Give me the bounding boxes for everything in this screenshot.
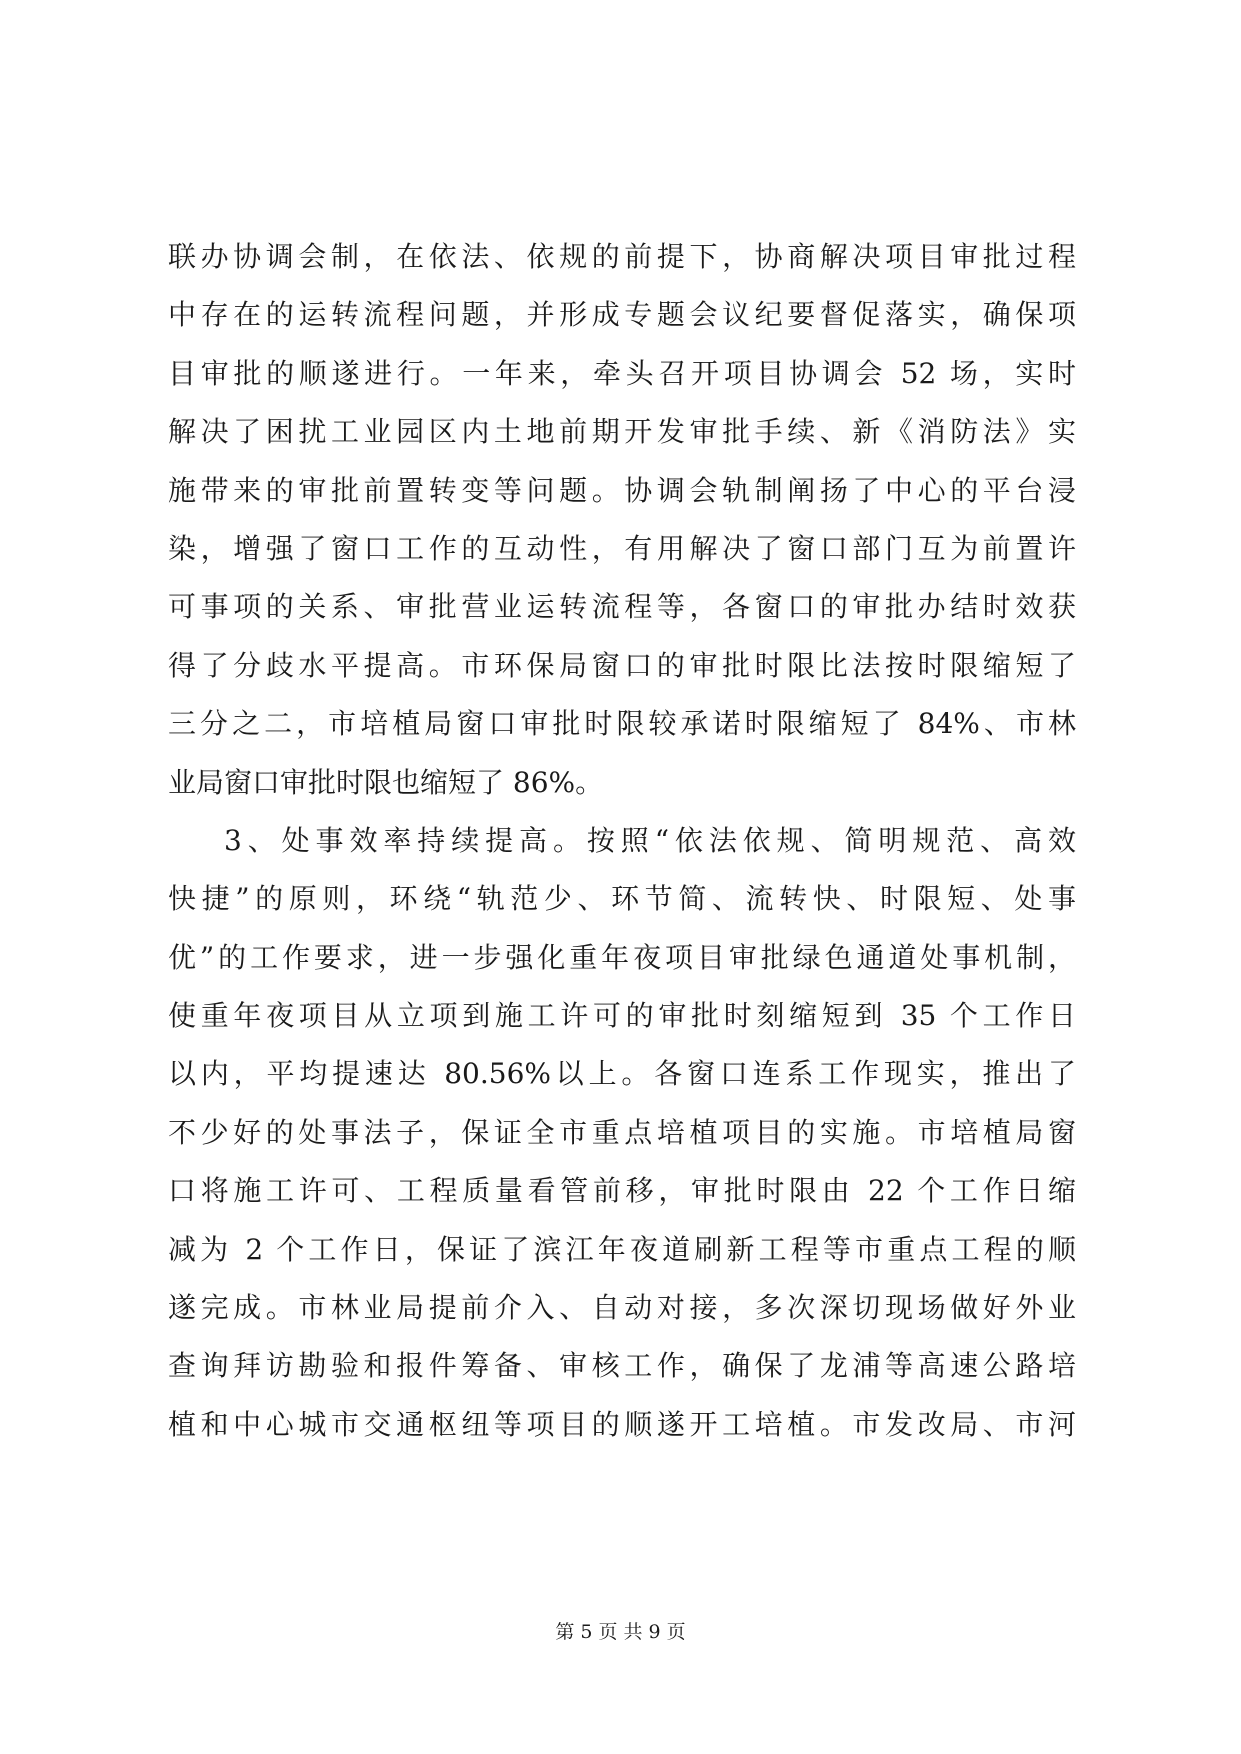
text-line: 业局窗口审批时限也缩短了 86%。	[168, 765, 604, 799]
text-line: 3、处事效率持续提高。按照“依法依规、简明规范、高效	[224, 823, 1076, 857]
text-line: 不少好的处事法子，保证全市重点培植项目的实施。市培植局窗	[168, 1115, 1076, 1149]
text-line: 以内，平均提速达 80.56%以上。各窗口连系工作现实，推出了	[168, 1057, 1076, 1091]
text-line: 染，增强了窗口工作的互动性，有用解决了窗口部门互为前置许	[168, 531, 1076, 565]
paragraph-1	[168, 228, 1076, 812]
text-line: 植和中心城市交通枢纽等项目的顺遂开工培植。市发改局、市河	[168, 1407, 1076, 1441]
text-line: 解决了困扰工业园区内土地前期开发审批手续、新《消防法》实	[168, 415, 1076, 449]
text-line: 使重年夜项目从立项到施工许可的审批时刻缩短到 35 个工作日	[168, 999, 1076, 1033]
text-line: 施带来的审批前置转变等问题。协调会轨制阐扬了中心的平台浸	[168, 473, 1076, 507]
text-line: 目审批的顺遂进行。一年来，牵头召开项目协调会 52 场，实时	[168, 356, 1076, 390]
text-line: 口将施工许可、工程质量看管前移，审批时限由 22 个工作日缩	[168, 1174, 1076, 1208]
text-line: 减为 2 个工作日，保证了滨江年夜道刷新工程等市重点工程的顺	[168, 1232, 1076, 1266]
text-line: 得了分歧水平提高。市环保局窗口的审批时限比法按时限缩短了	[168, 648, 1076, 682]
page-footer	[0, 1620, 1241, 1644]
page-indicator: 第 5 页 共 9 页	[555, 1621, 686, 1643]
text-line: 优”的工作要求，进一步强化重年夜项目审批绿色通道处事机制，	[168, 940, 1076, 974]
text-line: 遂完成。市林业局提前介入、自动对接，多次深切现场做好外业	[168, 1291, 1076, 1325]
text-line: 快捷”的原则，环绕“轨范少、环节简、流转快、时限短、处事	[168, 882, 1076, 916]
text-line: 三分之二，市培植局窗口审批时限较承诺时限缩短了 84%、市林	[168, 707, 1076, 741]
paragraph-2	[168, 812, 1076, 1454]
body-text	[168, 228, 1076, 1454]
text-line: 可事项的关系、审批营业运转流程等，各窗口的审批办结时效获	[168, 590, 1076, 624]
text-line: 中存在的运转流程问题，并形成专题会议纪要督促落实，确保项	[168, 298, 1076, 332]
text-line: 查询拜访勘验和报件筹备、审核工作，确保了龙浦等高速公路培	[168, 1349, 1076, 1383]
text-line: 联办协调会制，在依法、依规的前提下，协商解决项目审批过程	[168, 240, 1076, 273]
